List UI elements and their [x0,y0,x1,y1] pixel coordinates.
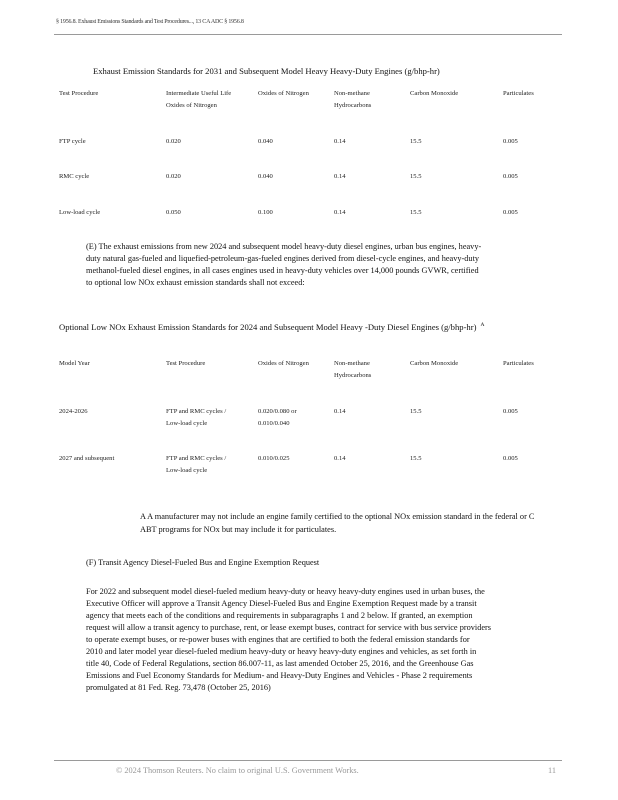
paragraph-f-line: to operate exempt buses, or re-power buses with engines that are certified to both the federal emission standards for [86,635,470,644]
footnote-a-line: A A manufacturer may not include an engine family certified to the optional NOx emission standard in the federal or C [140,512,535,521]
table1-row3-co: 15.5 [410,209,422,216]
table1-row2-iul-nox: 0.020 [166,173,181,180]
paragraph-f-line: For 2022 and subsequent model diesel-fueled medium heavy-duty or heavy heavy-duty engines used in urban buses, the [86,587,485,596]
copyright-footer: © 2024 Thomson Reuters. No claim to original U.S. Government Works. [116,766,359,775]
table1-header-iul-nox-2: Oxides of Nitrogen [166,102,217,109]
table1-row3-pm: 0.005 [503,209,518,216]
paragraph-f-line: promulgated at 81 Fed. Reg. 73,478 (October 25, 2016) [86,683,271,692]
footnote-a-line: ABT programs for NOx but may include it for particulates. [140,525,337,534]
table1-header-nox: Oxides of Nitrogen [258,90,309,97]
table1-header-pm: Particulates [503,90,534,97]
table2-row2-year: 2027 and subsequent [59,455,115,462]
table2-title [59,322,484,332]
table2-row1-co: 15.5 [410,408,422,415]
table1-row1-nox: 0.040 [258,138,273,145]
table1-row1-iul-nox: 0.020 [166,138,181,145]
table2-row2-nmhc: 0.14 [334,455,346,462]
table1-row2-pm: 0.005 [503,173,518,180]
table1-header-nmhc-2: Hydrocarbons [334,102,372,109]
page-number: 11 [548,766,556,775]
table2-row1-procedure-1: FTP and RMC cycles / [166,408,227,415]
table1-header-nmhc-1: Non-methane [334,90,370,97]
table2-row2-co: 15.5 [410,455,422,462]
table2-header-pm: Particulates [503,360,534,367]
table1-row2-nmhc: 0.14 [334,173,346,180]
table2-row1-procedure-2: Low-load cycle [166,420,208,427]
table1-header-co: Carbon Monoxide [410,90,459,97]
table2-row2-procedure-1: FTP and RMC cycles / [166,455,227,462]
table2-row2-procedure-2: Low-load cycle [166,467,208,474]
table2-row2-nox-1: 0.010/0.025 [258,455,290,462]
table2-title-footnote-marker[interactable]: A [480,322,485,329]
paragraph-f-line: request will allow a transit agency to purchase, rent, or lease exempt buses, contract for service with bus service providers [86,623,492,632]
table2-row1-nox-2: 0.010/0.040 [258,420,290,427]
table1-header-test-procedure: Test Procedure [59,90,99,97]
table1-header-iul-nox-1: Intermediate Useful Life [166,90,232,97]
table1-title: Exhaust Emission Standards for 2031 and Subsequent Model Heavy Heavy-Duty Engines (g/bhp-hr) [93,66,440,76]
table1-row3-nmhc: 0.14 [334,209,346,216]
table1-row3-iul-nox: 0.050 [166,209,181,216]
table2-row1-year: 2024-2026 [59,408,88,415]
table2-row1-pm: 0.005 [503,408,518,415]
table1-row2-procedure: RMC cycle [59,173,90,180]
paragraph-e-line: (E) The exhaust emissions from new 2024 and subsequent model heavy-duty diesel engines, urban bus engines, heavy- [86,242,482,251]
table1-row2-nox: 0.040 [258,173,273,180]
table1-row2-co: 15.5 [410,173,422,180]
table2-row1-nox-1: 0.020/0.080 or [258,408,297,415]
paragraph-e-line: to optional low NOx exhaust emission standards shall not exceed: [86,278,305,287]
table2-header-test-procedure: Test Procedure [166,360,206,367]
paragraph-e [86,241,481,289]
header-divider [54,34,562,35]
heading-f: (F) Transit Agency Diesel-Fueled Bus and Engine Exemption Request [86,558,320,567]
table2-header-nmhc-1: Non-methane [334,360,370,367]
paragraph-f [86,586,491,694]
paragraph-e-line: duty natural gas-fueled and liquefied-petroleum-gas-fueled engines derived from diesel-cycle engines, and heavy-duty [86,254,480,263]
table1-row1-procedure: FTP cycle [59,138,86,145]
table2-header-nmhc-2: Hydrocarbons [334,372,372,379]
paragraph-e-line: methanol-fueled diesel engines, in all cases engines used in heavy-duty vehicles over 14,000 pounds GVWR, certified [86,266,479,275]
paragraph-f-line: 2010 and later model year diesel-fueled medium heavy-duty or heavy heavy-duty engines and vehicles, as set forth in [86,647,477,656]
paragraph-f-line: title 40, Code of Federal Regulations, section 86.007-11, as last amended October 25, 2016, and the Greenhouse Gas [86,659,474,668]
table2-header-co: Carbon Monoxide [410,360,459,367]
table2-row2-pm: 0.005 [503,455,518,462]
footer-divider [54,760,562,761]
table2-header-model-year: Model Year [59,360,90,367]
table1-row1-co: 15.5 [410,138,422,145]
table2-header-nox: Oxides of Nitrogen [258,360,309,367]
footnote-a [140,510,618,536]
table2-title-text: Optional Low NOx Exhaust Emission Standards for 2024 and Subsequent Model Heavy -Duty Diesel Engines (g/bhp-hr) [59,322,477,332]
paragraph-f-line: Emissions and Fuel Economy Standards for Medium- and Heavy-Duty Engines and Vehicles - Phase 2 requirements [86,671,473,680]
paragraph-f-line: Executive Officer will approve a Transit Agency Diesel-Fueled Bus and Engine Exemption Request made by a transit [86,599,477,608]
table1-row1-nmhc: 0.14 [334,138,346,145]
table2-row1-nmhc: 0.14 [334,408,346,415]
table1-row3-nox: 0.100 [258,209,273,216]
table1-row3-procedure: Low-load cycle [59,209,101,216]
paragraph-f-line: agency that meets each of the conditions and requirements in subparagraphs 1 and 2 below. If granted, an exemption [86,611,473,620]
table1-row1-pm: 0.005 [503,138,518,145]
running-header: § 1956.8. Exhaust Emissions Standards and Test Procedures..., 13 CA ADC § 1956.8 [56,19,244,25]
